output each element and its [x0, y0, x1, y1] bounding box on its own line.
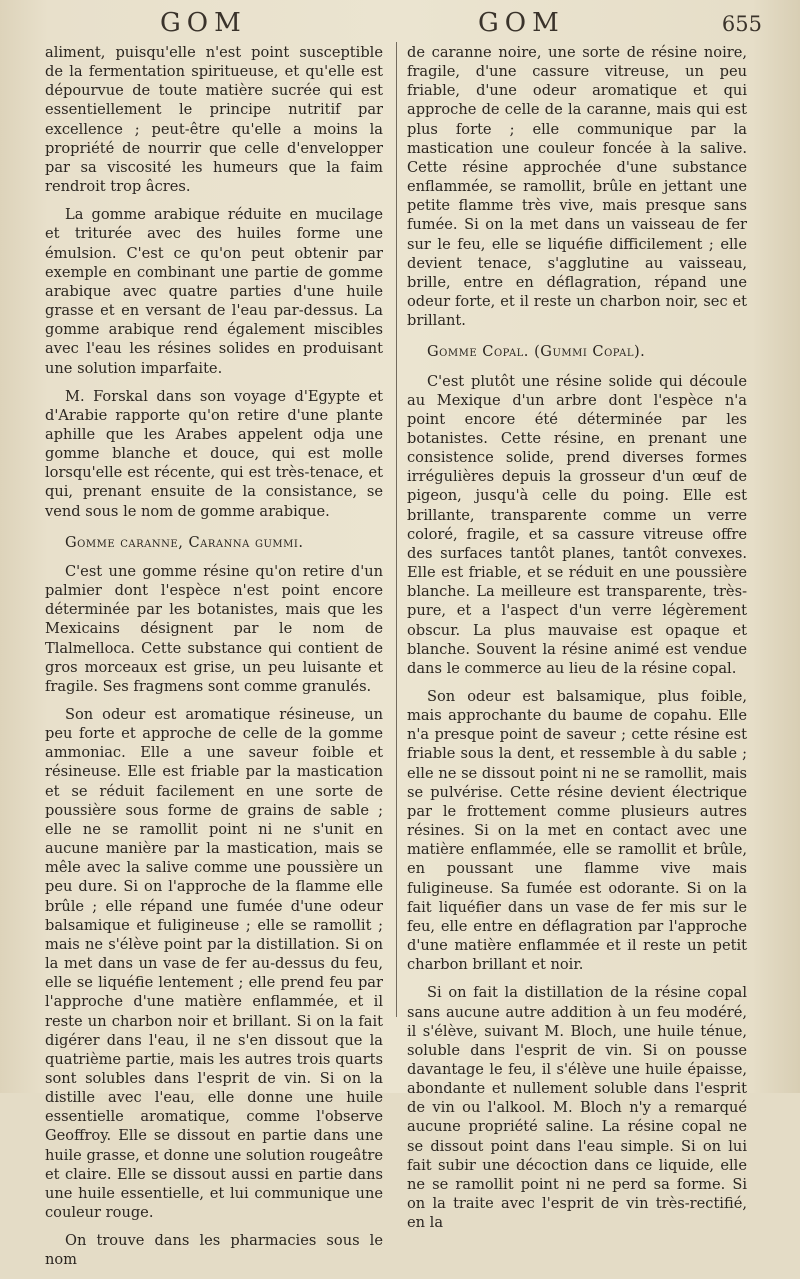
paragraph: On trouve dans les pharmacies sous le nom — [45, 1232, 383, 1269]
paragraph: Son odeur est aromatique résineuse, un peu forte et approche de celle de la gomme ammoniac. Elle a une saveur foible et résineuse. Elle est friable par la mastication et se réduit facilement en une sorte de poussière sous forme de grains de sable ; elle ne se ramollit point ni ne s'unit en aucune manière par la mastication, mais se mêle avec la salive comme une poussière un peu dure. Si on l'approche de la flamme elle brûle ; elle répand une fumée d'une odeur balsamique et fuligineuse ; elle se ramollit ; mais ne s'élève point par la distillation. Si on la met dans un vase de fer au-dessus du feu, elle se liquéfie lentement ; elle prend feu par l'approche d'une matière enflammée, et il reste un charbon noir et brillant. Si on la fait digérer dans l'eau, il ne s'en dissout que la quatrième partie, mais les autres trois quarts sont solubles dans l'esprit de vin. Si on la distille avec l'eau, elle donne une huile essentielle aromatique, comme l'observe Geoffroy. Elle se dissout en partie dans une huile grasse, et donne une solution rougeâtre et claire. Elle se dissout aussi en partie dans une huile essentielle, et lui communique une couleur rouge. — [45, 706, 383, 1222]
right-column — [407, 43, 747, 1241]
paragraph: aliment, puisqu'elle n'est point susceptible de la fermentation spiritueuse, et qu'elle est dépourvue de toute matière sucrée qui est essentiellement le principe nutritif par excellence ; peut-être qu'elle a moins la propriété de nourrir que celle d'envelopper par sa viscosité les humeurs que la faim rendroit trop âcres. — [45, 44, 383, 196]
left-column — [45, 43, 383, 1279]
paragraph: Son odeur est balsamique, plus foible, mais approchante du baume de copahu. Elle n'a presque point de saveur ; cette résine est friable sous la dent, et ressemble à du sable ; elle ne se dissout point ni ne se ramollit, mais se pulvérise. Cette résine devient électrique par le frottement comme plusieurs autres résines. Si on la met en contact avec une matière enflammée, elle se ramollit et brûle, en poussant une flamme vive mais fuligineuse. Sa fumée est odorante. Si on la fait liquéfier dans un vase de fer mis sur le feu, elle entre en déflagration par l'approche d'une matière enflammée et il reste un petit charbon brillant et noir. — [407, 688, 747, 974]
header-right-word: GOM — [478, 8, 565, 38]
paragraph: Si on fait la distillation de la résine copal sans aucune autre addition à un feu modéré, il s'élève, suivant M. Bloch, une huile ténue, soluble dans l'esprit de vin. Si on pousse davantage le feu, il s'élève une huile épaisse, abondante et nullement soluble dans l'esprit de vin ou l'alkool. M. Bloch n'y a remarqué aucune propriété saline. La résine copal ne se dissout point dans l'eau simple. Si on lui fait subir une décoction dans ce liquide, elle ne se ramollit point ni ne perd sa forme. Si on la traite avec l'esprit de vin très-rectifié, en la — [407, 984, 747, 1232]
running-header — [0, 8, 800, 40]
paragraph: C'est plutôt une résine solide qui découle au Mexique d'un arbre dont l'espèce n'a point encore été déterminée par les botanistes. Cette résine, en prenant une consistence solide, prend diverses formes irrégulières depuis la grosseur d'un œuf de pigeon, jusqu'à celle du poing. Elle est brillante, transparente comme un verre coloré, fragile, et sa cassure vitreuse offre des surfaces tantôt planes, tantôt convexes. Elle est friable, et se réduit en une poussière blanche. La meilleure est transparente, très-pure, et a l'aspect d'un verre légèrement obscur. La plus mauvaise est opaque et blanche. Souvent la résine animé est vendue dans le commerce au lieu de la résine copal. — [407, 372, 747, 677]
header-left-word: GOM — [160, 8, 247, 38]
paragraph: M. Forskal dans son voyage d'Egypte et d'Arabie rapporte qu'on retire d'une plante aphille que les Arabes appelent odja une gomme blanche et douce, qui est molle lorsqu'elle est récente, qui est très-tenace, et qui, prenant ensuite de la consistance, se vend sous le nom de gomme arabique. — [45, 387, 383, 520]
paragraph: La gomme arabique réduite en mucilage et triturée avec des huiles forme une émulsion. C'est ce qu'on peut obtenir par exemple en combinant une partie de gomme arabique avec quatre parties d'une huile grasse et en versant de l'eau par-dessus. La gomme arabique rend également miscibles avec l'eau les résines solides en produisant une solution imparfaite. — [45, 206, 383, 377]
paragraph: de caranne noire, une sorte de résine noire, fragile, d'une cassure vitreuse, un peu friable, d'une odeur aromatique et qui approche de celle de la caranne, mais qui est plus forte ; elle communique par la mastication une couleur foncée à la salive. Cette résine approchée d'une substance enflammée, se ramollit, brûle en jettant une petite flamme très vive, mais presque sans fumée. Si on la met dans un vaisseau de fer sur le feu, elle se liquéfie difficilement ; elle devient tenace, s'agglutine au vaisseau, brille, entre en déflagration, répand une odeur forte, et il reste un charbon noir, sec et brillant. — [407, 44, 747, 330]
section-heading: Gomme Copal. (Gummi Copal). — [427, 343, 646, 361]
column-divider — [396, 42, 397, 1017]
paragraph: C'est une gomme résine qu'on retire d'un palmier dont l'espèce n'est point encore déterminée par les botanistes, mais que les Mexicains désignent par le nom de Tlalmelloca. Cette substance qui contient de gros morceaux est grise, un peu luisante et fragile. Ses fragmens sont comme granulés. — [45, 562, 383, 695]
page-number: 655 — [721, 12, 762, 36]
section-heading: Gomme caranne, Caranna gummi. — [65, 533, 304, 551]
